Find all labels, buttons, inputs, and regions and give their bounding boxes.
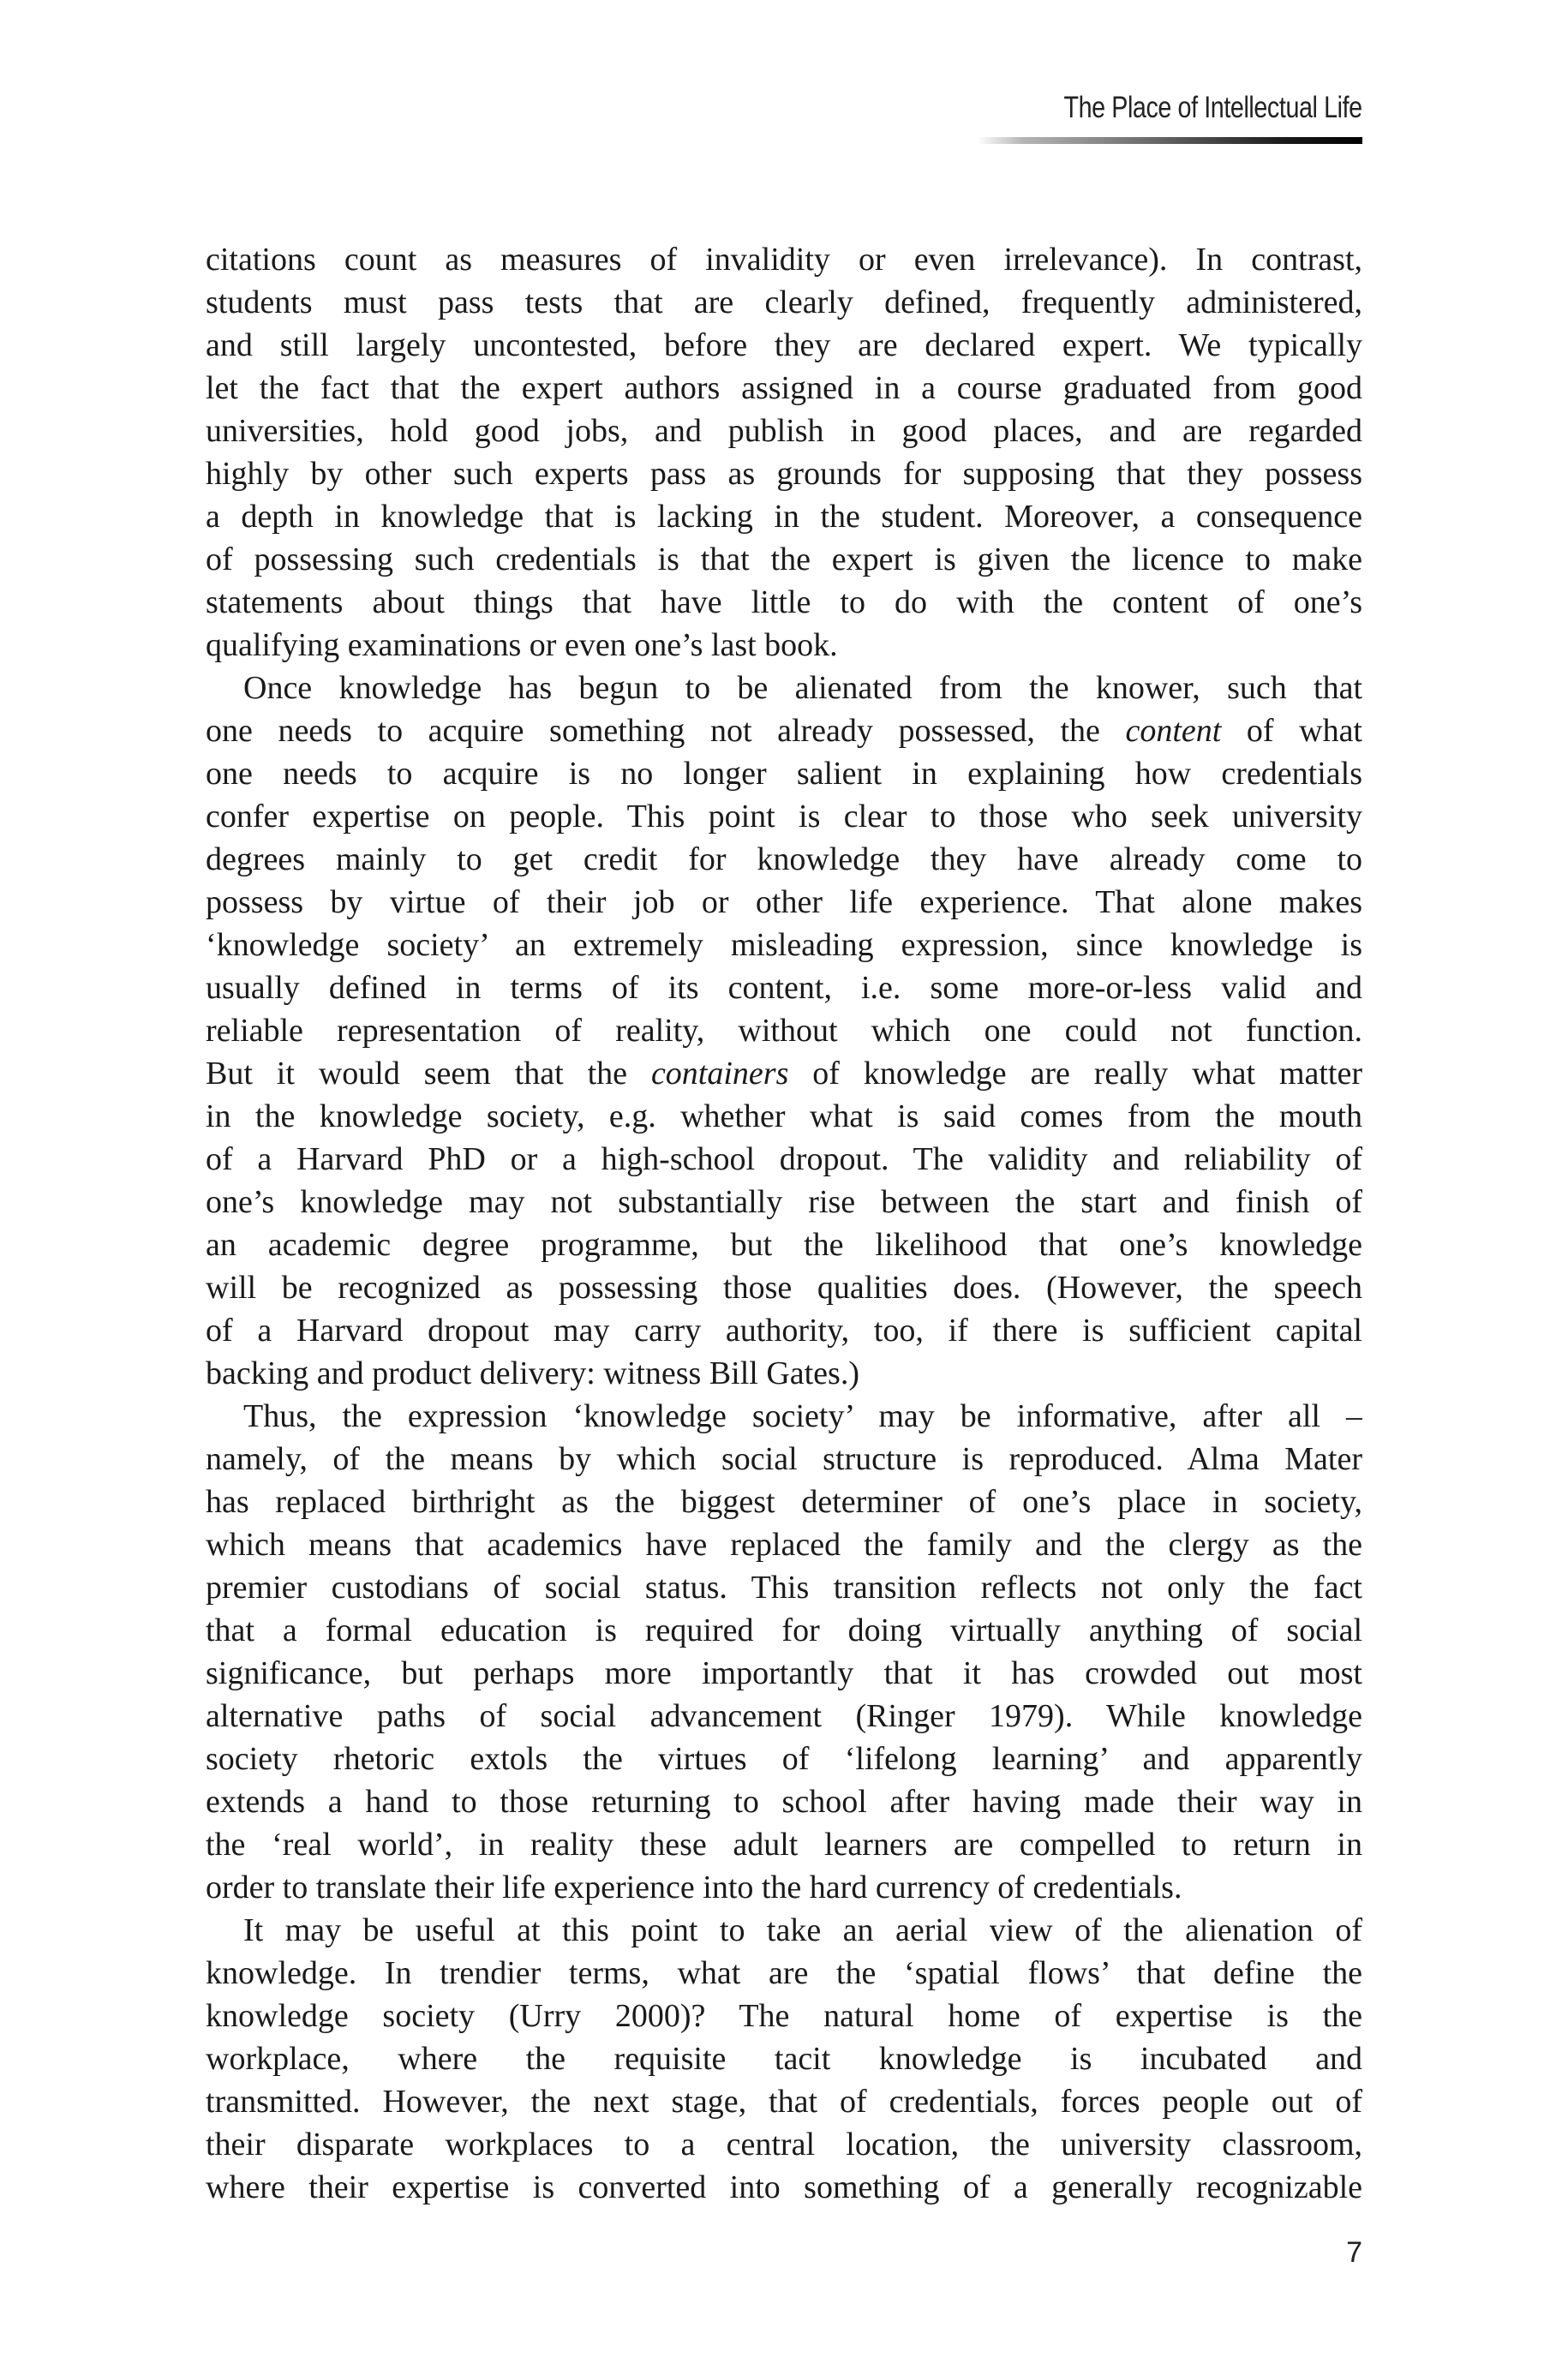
paragraph	[206, 1909, 1362, 2209]
text-line: of possessing such credentials is that the expert is given the licence to make	[206, 541, 1362, 577]
text-line: will be recognized as possessing those qualities does. (However, the speech	[206, 1270, 1362, 1306]
text-line: premier custodians of social status. This transition reflects not only the fact	[206, 1570, 1362, 1606]
text-line	[206, 1052, 1362, 1095]
text-line: highly by other such experts pass as grounds for supposing that they possess	[206, 456, 1362, 492]
text-line: Once knowledge has begun to be alienated from the knower, such that	[243, 670, 1362, 706]
text-line: universities, hold good jobs, and publish in good places, and are regarded	[206, 413, 1362, 449]
text-line: which means that academics have replaced the family and the clergy as the	[206, 1527, 1362, 1563]
text-line: extends a hand to those returning to school after having made their way in	[206, 1784, 1362, 1820]
text-line: citations count as measures of invalidity or even irrelevance). In contrast,	[206, 242, 1362, 278]
text-line: order to translate their life experience into the hard currency of credentials.	[206, 1869, 1182, 1905]
text-line: alternative paths of social advancement (Ringer 1979). While knowledge	[206, 1698, 1362, 1734]
text-line: a depth in knowledge that is lacking in the student. Moreover, a consequence	[206, 499, 1362, 535]
text-line: knowledge society (Urry 2000)? The natural home of expertise is the	[206, 1998, 1362, 2034]
text-line: workplace, where the requisite tacit knowledge is incubated and	[206, 2041, 1362, 2077]
page-number: 7	[1346, 2236, 1362, 2269]
text-line: namely, of the means by which social structure is reproduced. Alma Mater	[206, 1441, 1362, 1477]
text-line: transmitted. However, the next stage, that of credentials, forces people out of	[206, 2084, 1362, 2120]
body-text	[206, 238, 1362, 2209]
text-line: backing and product delivery: witness Bill Gates.)	[206, 1355, 859, 1391]
text-line: that a formal education is required for doing virtually anything of social	[206, 1612, 1362, 1648]
text-line: one needs to acquire is no longer salient in explaining how credentials	[206, 756, 1362, 792]
text-line	[206, 709, 1362, 752]
text-line: has replaced birthright as the biggest determiner of one’s place in society,	[206, 1484, 1362, 1520]
text-line: Thus, the expression ‘knowledge society’ may be informative, after all –	[243, 1398, 1362, 1434]
text-line: society rhetoric extols the virtues of ‘lifelong learning’ and apparently	[206, 1741, 1362, 1777]
text-line: one’s knowledge may not substantially rise between the start and finish of	[206, 1184, 1362, 1220]
text-line: It may be useful at this point to take an aerial view of the alienation of	[243, 1912, 1362, 1948]
text-line: their disparate workplaces to a central location, the university classroom,	[206, 2127, 1362, 2163]
text-run: of knowledge are really what matter	[788, 1056, 1362, 1092]
text-line: an academic degree programme, but the likelihood that one’s knowledge	[206, 1227, 1362, 1263]
text-line: possess by virtue of their job or other life experience. That alone makes	[206, 884, 1362, 920]
emphasis: content	[1125, 713, 1222, 749]
text-run: one needs to acquire something not already possessed, the	[206, 713, 1126, 749]
text-run: of what	[1221, 713, 1362, 749]
text-line: students must pass tests that are clearly defined, frequently administered,	[206, 284, 1362, 320]
paragraph	[206, 667, 1362, 1395]
text-line: knowledge. In trendier terms, what are the ‘spatial flows’ that define the	[206, 1955, 1362, 1991]
text-line: qualifying examinations or even one’s last book.	[206, 627, 838, 663]
emphasis: containers	[650, 1056, 789, 1092]
running-header: The Place of Intellectual Life	[1063, 91, 1362, 124]
header-rule	[977, 137, 1362, 144]
text-line: and still largely uncontested, before they are declared expert. We typically	[206, 327, 1362, 363]
paragraph	[206, 238, 1362, 667]
text-line: let the fact that the expert authors assigned in a course graduated from good	[206, 370, 1362, 406]
text-line: in the knowledge society, e.g. whether what is said comes from the mouth	[206, 1098, 1362, 1134]
text-line: statements about things that have little to do with the content of one’s	[206, 584, 1362, 620]
text-line: significance, but perhaps more importantly that it has crowded out most	[206, 1655, 1362, 1691]
text-line: of a Harvard dropout may carry authority, too, if there is sufficient capital	[206, 1313, 1362, 1349]
text-line: the ‘real world’, in reality these adult learners are compelled to return in	[206, 1827, 1362, 1863]
text-line: degrees mainly to get credit for knowledge they have already come to	[206, 841, 1362, 877]
text-line: ‘knowledge society’ an extremely misleading expression, since knowledge is	[206, 927, 1362, 963]
paragraph	[206, 1395, 1362, 1909]
text-line: reliable representation of reality, without which one could not function.	[206, 1013, 1362, 1049]
text-line: confer expertise on people. This point is clear to those who seek university	[206, 799, 1362, 835]
text-line: of a Harvard PhD or a high-school dropout. The validity and reliability of	[206, 1141, 1362, 1177]
text-line: where their expertise is converted into something of a generally recognizable	[206, 2169, 1362, 2205]
text-line: usually defined in terms of its content, i.e. some more-or-less valid and	[206, 970, 1362, 1006]
text-run: But it would seem that the	[206, 1056, 651, 1092]
